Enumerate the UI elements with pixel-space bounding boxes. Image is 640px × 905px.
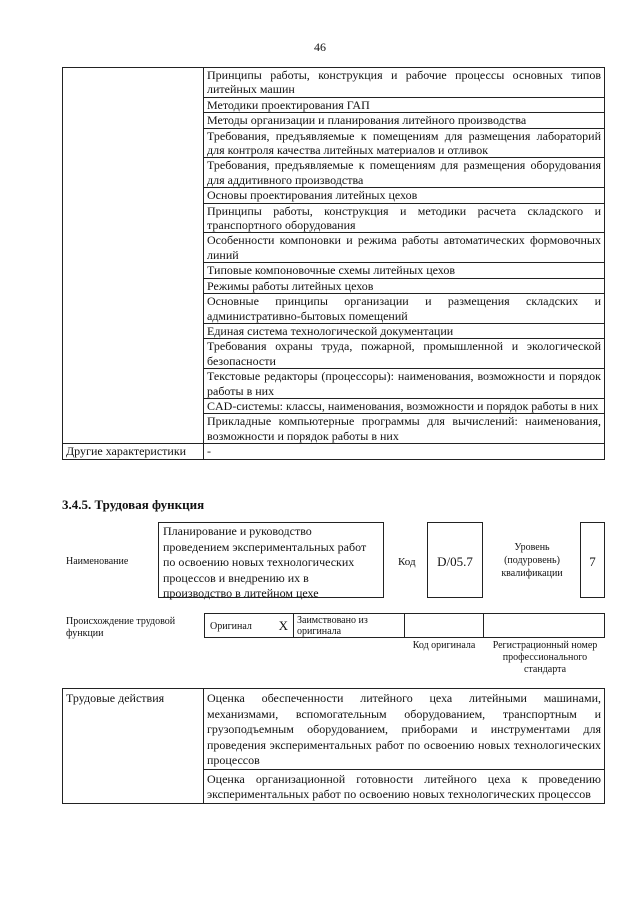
page-number: 46 (314, 40, 326, 54)
knowledge-item: Режимы работы литейных цехов (204, 278, 605, 293)
code-value: D/05.7 (427, 522, 483, 598)
knowledge-item: Особенности компоновки и режима работы автоматических формовочных линий (204, 233, 605, 263)
knowledge-item: Требования, предъявляемые к помещениям для размещения оборудования для аддитивного производства (204, 158, 605, 188)
knowledge-item: Принципы работы, конструкция и рабочие процессы основных типов литейных машин (204, 68, 605, 98)
labor-action-item: Оценка организационной готовности литейного цеха к проведению экспериментальных работ по освоению новых технологических процессов (204, 769, 605, 803)
table-row (63, 444, 605, 459)
knowledge-item: Требования, предъявляемые к помещениям для размещения лабораторий для контроля качества литейных материалов и отливок (204, 128, 605, 158)
original-mark: X (278, 618, 288, 633)
other-characteristics-label: Другие характеристики (63, 444, 204, 459)
knowledge-table (62, 67, 605, 460)
borrowed-label: Заимствовано из оригинала (293, 613, 405, 638)
reg-number-label: Регистрационный номер профессионального стандарта (492, 640, 598, 675)
knowledge-item: Методики проектирования ГАП (204, 97, 605, 112)
table-row (63, 68, 605, 98)
code-label: Код (398, 556, 416, 568)
level-label: Уровень (подуровень) квалификации (501, 542, 563, 579)
knowledge-item: CAD-системы: классы, наименования, возможности и порядок работы в них (204, 398, 605, 413)
labor-actions-label: Трудовые действия (63, 689, 204, 804)
origin-label: Происхождение трудовой функции (66, 616, 176, 639)
code-original-label: Код оригинала (412, 640, 476, 651)
other-characteristics-value: - (204, 444, 605, 459)
knowledge-item: Единая система технологической документации (204, 323, 605, 338)
labor-actions-table (62, 688, 605, 804)
knowledge-item: Прикладные компьютерные программы для вычислений: наименования, возможности и порядок работы в них (204, 414, 605, 444)
original-label: Оригинал (210, 621, 252, 632)
knowledge-item: Основные принципы организации и размещения складских и административно-бытовых помещений (204, 294, 605, 324)
labor-action-item: Оценка обеспеченности литейного цеха литейными машинами, механизмами, вспомогательным оборудованием, транспортным и грузоподъемным оборудованием, приборами и инструментами для проведения экспериментальных работ по освоению новых технологических процессов (204, 689, 605, 770)
level-value: 7 (580, 522, 605, 598)
name-label: Наименование (66, 556, 129, 567)
original-cell (204, 613, 294, 638)
knowledge-item: Типовые компоновочные схемы литейных цехов (204, 263, 605, 278)
code-original-cell (404, 613, 484, 638)
function-name: Планирование и руководство проведением экспериментальных работ по освоению новых технологических процессов и внедрению их в производство в литейном цехе (158, 522, 384, 598)
knowledge-item: Текстовые редакторы (процессоры): наименования, возможности и порядок работы в них (204, 369, 605, 399)
knowledge-label-cell (63, 68, 204, 444)
knowledge-item: Требования охраны труда, пожарной, промышленной и экологической безопасности (204, 339, 605, 369)
section-heading: 3.4.5. Трудовая функция (62, 497, 205, 512)
knowledge-item: Основы проектирования литейных цехов (204, 188, 605, 203)
knowledge-item: Принципы работы, конструкция и методики расчета складского и транспортного оборудования (204, 203, 605, 233)
table-row (63, 689, 605, 770)
knowledge-item: Методы организации и планирования литейного производства (204, 113, 605, 128)
reg-number-cell (483, 613, 605, 638)
